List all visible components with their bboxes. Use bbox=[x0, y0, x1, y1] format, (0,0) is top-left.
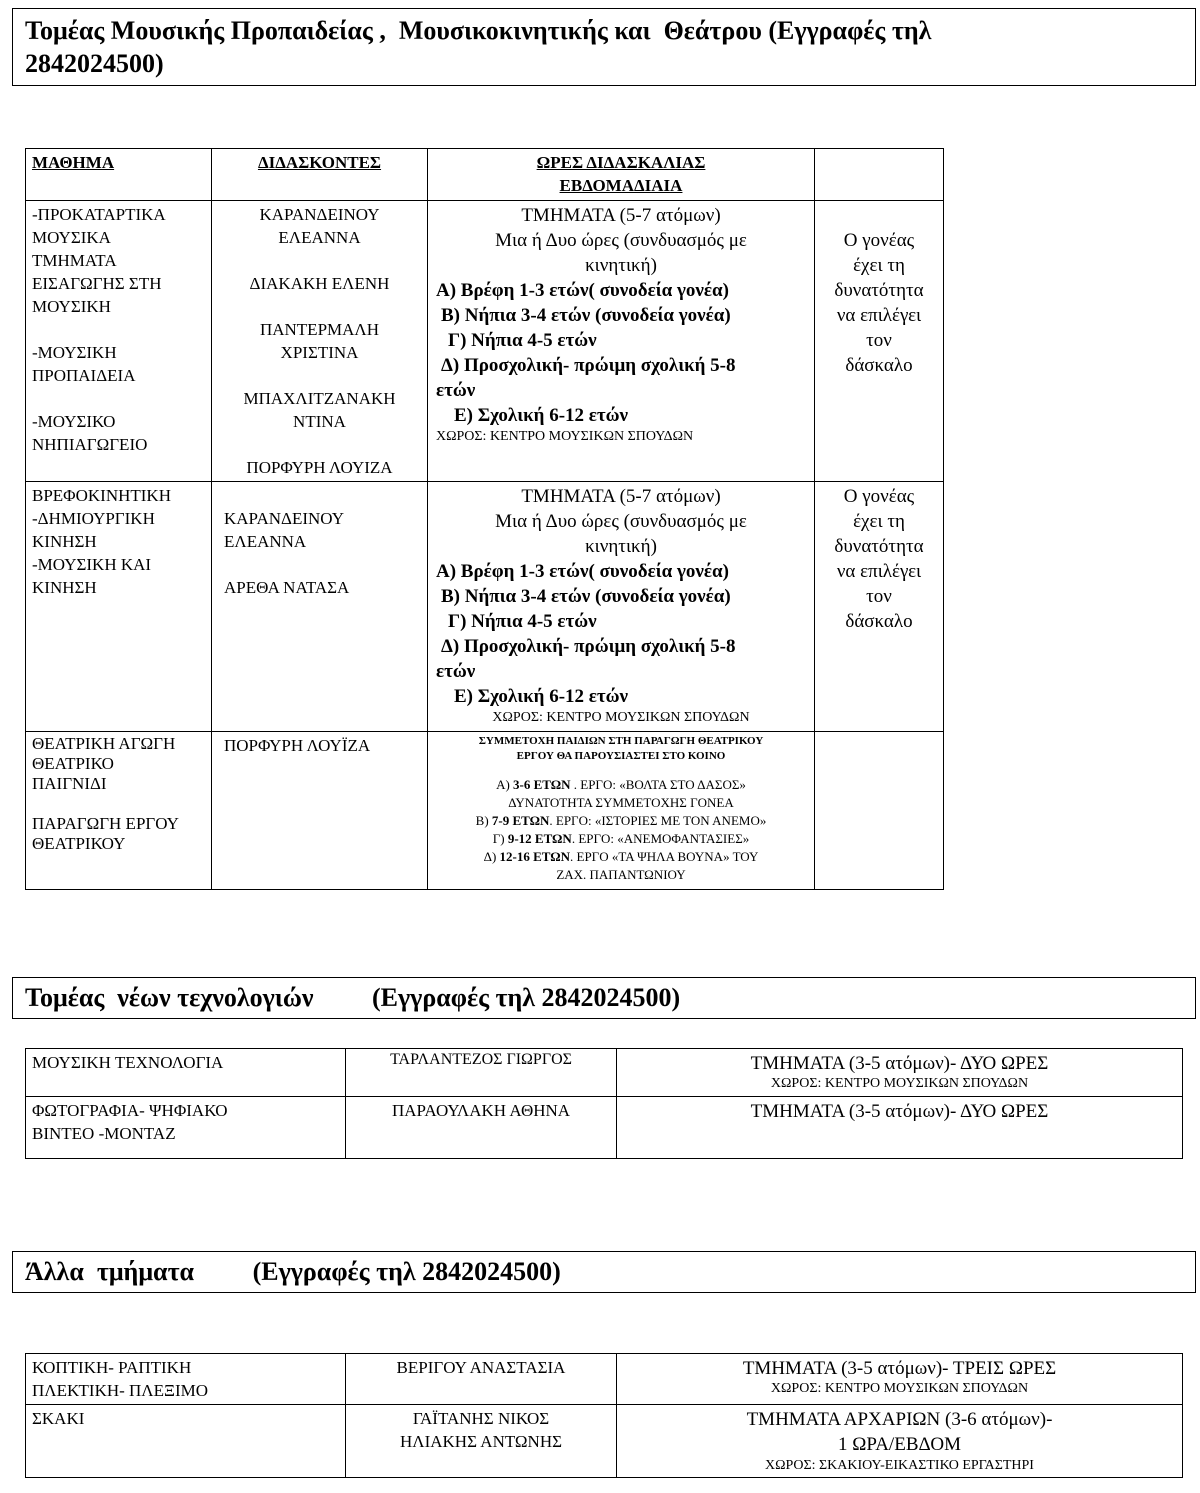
lesson-line: ΠΛΕΚΤΙΚΗ- ΠΛΕΞΙΜΟ bbox=[32, 1381, 209, 1400]
teacher-line: ΠΟΡΦΥΡΗ ΛΟΥΙΖΑ bbox=[246, 458, 393, 477]
lesson-line: ΜΟΥΣΙΚΑ bbox=[32, 228, 111, 247]
hours-line: 1 ΩΡΑ/ΕΒΔΟΜ bbox=[838, 1434, 961, 1455]
lesson-line: ΘΕΑΤΡΙΚΗ ΑΓΩΓΗ bbox=[32, 734, 176, 753]
note-line: Ο γονέας bbox=[843, 230, 915, 251]
lesson-line: ΘΕΑΤΡΙΚΟ bbox=[32, 754, 114, 773]
teacher-line: ΗΛΙΑΚΗΣ ΑΝΤΩΝΗΣ bbox=[399, 1432, 562, 1451]
teacher-line: ΓΑΪΤΑΝΗΣ ΝΙΚΟΣ bbox=[412, 1409, 550, 1428]
group-line: Β) Νήπια 3-4 ετών (συνοδεία γονέα) bbox=[441, 305, 731, 326]
note-line: τον bbox=[866, 330, 892, 351]
play-item: ΔΥΝΑΤΟΤΗΤΑ ΣΥΜΜΕΤΟΧΗΣ ΓΟΝΕΑ bbox=[508, 795, 734, 810]
hours-line: ΤΜΗΜΑΤΑ ΑΡΧΑΡΙΩΝ (3-6 ατόμων)- bbox=[746, 1409, 1053, 1430]
group-line: Α) Βρέφη 1-3 ετών( συνοδεία γονέα) bbox=[436, 561, 729, 582]
header-lesson: ΜΑΘΗΜΑ bbox=[26, 149, 212, 201]
teacher-line: ΚΑΡΑΝΔΕΙΝΟΥ bbox=[259, 205, 380, 224]
group-line: Β) Νήπια 3-4 ετών (συνοδεία γονέα) bbox=[441, 586, 731, 607]
note-line: τον bbox=[866, 586, 892, 607]
teacher-line: ΧΡΙΣΤΙΝΑ bbox=[280, 343, 359, 362]
teacher-line: ΔΙΑΚΑΚΗ ΕΛΕΝΗ bbox=[249, 274, 390, 293]
note-line: έχει τη bbox=[853, 255, 905, 276]
music-table bbox=[25, 148, 944, 890]
lesson-line: ΠΡΟΠΑΙΔΕΙΑ bbox=[32, 366, 136, 385]
table-header-row bbox=[26, 149, 944, 201]
table-row bbox=[26, 1405, 1183, 1478]
lesson-cell bbox=[26, 1405, 346, 1478]
table-row bbox=[26, 482, 944, 732]
teacher-line: ΝΤΙΝΑ bbox=[293, 412, 346, 431]
lesson-line: -ΜΟΥΣΙΚΗ bbox=[32, 343, 117, 362]
music-title-line1: Τομέας Μουσικής Προπαιδείας , Μουσικοκινητικής και Θεάτρου (Εγγραφές τηλ bbox=[25, 16, 932, 45]
note-line: να επιλέγει bbox=[836, 561, 922, 582]
teacher-line: ΚΑΡΑΝΔΕΙΝΟΥ bbox=[224, 509, 344, 528]
lesson-cell bbox=[26, 1354, 346, 1405]
note-line: δάσκαλο bbox=[845, 611, 913, 632]
note-line: να επιλέγει bbox=[836, 305, 922, 326]
lesson-line: ΚΙΝΗΣΗ bbox=[32, 532, 97, 551]
teachers-cell bbox=[212, 732, 428, 890]
play-item: Β) 7-9 ΕΤΩΝ. ΕΡΓΟ: «ΙΣΤΟΡΙΕΣ ΜΕ ΤΟΝ ΑΝΕΜΟ» bbox=[475, 813, 767, 828]
note-line: δυνατότητα bbox=[834, 280, 924, 301]
group-line: Ε) Σχολική 6-12 ετών bbox=[454, 686, 629, 707]
table-row bbox=[26, 1354, 1183, 1405]
hours-sub: Μια ή Δυο ώρες (συνδυασμός με bbox=[495, 511, 747, 532]
teacher-line: ΕΛΕΑΝΝΑ bbox=[278, 228, 361, 247]
hours-cell bbox=[617, 1049, 1183, 1097]
hours-cell bbox=[617, 1354, 1183, 1405]
other-title-text: Άλλα τμήματα (Εγγραφές τηλ 2842024500) bbox=[25, 1257, 561, 1286]
hours-cell bbox=[428, 732, 815, 890]
teacher-cell bbox=[346, 1049, 617, 1097]
other-section-title bbox=[12, 1251, 1196, 1293]
note-line: έχει τη bbox=[853, 511, 905, 532]
lesson-cell bbox=[26, 1049, 346, 1097]
teacher-line: ΠΟΡΦΥΡΗ ΛΟΥΪΖΑ bbox=[224, 736, 371, 755]
play-item: Γ) 9-12 ΕΤΩΝ. ΕΡΓΟ: «ΑΝΕΜΟΦΑΝΤΑΣΙΕΣ» bbox=[492, 831, 750, 846]
play-item: Α) 3-6 ΕΤΩΝ . ΕΡΓΟ: «ΒΟΛΤΑ ΣΤΟ ΔΑΣΟΣ» bbox=[496, 777, 746, 792]
table-row bbox=[26, 1097, 1183, 1159]
lesson-line: ΜΟΥΣΙΚΗ bbox=[32, 297, 111, 316]
teacher-line: ΠΑΝΤΕΡΜΑΛΗ bbox=[259, 320, 380, 339]
place-text: ΧΩΡΟΣ: ΚΕΝΤΡΟ ΜΟΥΣΙΚΩΝ ΣΠΟΥΔΩΝ bbox=[436, 429, 694, 444]
group-line: ετών bbox=[436, 661, 476, 682]
hours-cell bbox=[617, 1405, 1183, 1478]
lesson-line: -ΔΗΜΙΟΥΡΓΙΚΗ bbox=[32, 509, 155, 528]
music-section-title bbox=[12, 8, 1196, 86]
lesson-line: ΦΩΤΟΓΡΑΦΙΑ- ΨΗΦΙΑΚΟ bbox=[32, 1101, 228, 1120]
place-text: ΧΩΡΟΣ: ΚΕΝΤΡΟ ΜΟΥΣΙΚΩΝ ΣΠΟΥΔΩΝ bbox=[770, 1076, 1029, 1091]
teachers-cell bbox=[212, 201, 428, 482]
lesson-line: ΘΕΑΤΡΙΚΟΥ bbox=[32, 834, 126, 853]
table-row bbox=[26, 732, 944, 890]
note-cell bbox=[815, 732, 944, 890]
lesson-cell bbox=[26, 201, 212, 482]
lesson-line: ΝΗΠΙΑΓΩΓΕΙΟ bbox=[32, 435, 148, 454]
tech-section-title bbox=[12, 977, 1196, 1019]
group-line: Ε) Σχολική 6-12 ετών bbox=[454, 405, 629, 426]
lesson-cell bbox=[26, 1097, 346, 1159]
teacher-line: ΒΕΡΙΓΟΥ ΑΝΑΣΤΑΣΙΑ bbox=[396, 1358, 566, 1377]
lesson-line: ΠΑΙΓΝΙΔΙ bbox=[32, 774, 107, 793]
lesson-line: ΒΡΕΦΟΚΙΝΗΤΙΚΗ bbox=[32, 486, 171, 505]
play-item: Δ) 12-16 ΕΤΩΝ. ΕΡΓΟ «ΤΑ ΨΗΛΑ ΒΟΥΝΑ» ΤΟΥ bbox=[483, 849, 759, 864]
tech-table bbox=[25, 1048, 1183, 1159]
teachers-cell bbox=[212, 482, 428, 732]
header-teachers: ΔΙΔΑΣΚΟΝΤΕΣ bbox=[212, 149, 428, 201]
lesson-line: ΚΟΠΤΙΚΗ- ΡΑΠΤΙΚΗ bbox=[32, 1358, 192, 1377]
note-line: Ο γονέας bbox=[843, 486, 915, 507]
teacher-line: ΤΑΡΛΑΝΤΕΖΟΣ ΓΙΩΡΓΟΣ bbox=[390, 1051, 572, 1068]
teacher-line: ΜΠΑΧΛΙΤΖΑΝΑΚΗ bbox=[243, 389, 396, 408]
lesson-line: ΠΑΡΑΓΩΓΗ ΕΡΓΟΥ bbox=[32, 814, 179, 833]
play-item: ΖΑΧ. ΠΑΠΑΝΤΩΝΙΟΥ bbox=[556, 867, 686, 882]
header-hours-line1: ΩΡΕΣ ΔΙΔΑΣΚΑΛΙΑΣ bbox=[536, 153, 706, 172]
teacher-cell bbox=[346, 1354, 617, 1405]
hours-line: ΤΜΗΜΑΤΑ (3-5 ατόμων)- ΤΡΕΙΣ ΩΡΕΣ bbox=[742, 1358, 1057, 1379]
place-text: ΧΩΡΟΣ: ΚΕΝΤΡΟ ΜΟΥΣΙΚΩΝ ΣΠΟΥΔΩΝ bbox=[770, 1381, 1029, 1396]
place-text: ΧΩΡΟΣ: ΚΕΝΤΡΟ ΜΟΥΣΙΚΩΝ ΣΠΟΥΔΩΝ bbox=[492, 710, 750, 725]
lesson-line: ΕΙΣΑΓΩΓΗΣ ΣΤΗ bbox=[32, 274, 162, 293]
hours-line: ΤΜΗΜΑΤΑ (3-5 ατόμων)- ΔΥΟ ΩΡΕΣ bbox=[750, 1101, 1049, 1122]
header-hours-line2: ΕΒΔΟΜΑΔΙΑΙΑ bbox=[559, 176, 683, 195]
note-cell bbox=[815, 482, 944, 732]
teacher-cell bbox=[346, 1405, 617, 1478]
group-line: Δ) Προσχολική- πρώιμη σχολική 5-8 bbox=[441, 355, 736, 376]
lesson-line: ΜΟΥΣΙΚΗ ΤΕΧΝΟΛΟΓΙΑ bbox=[32, 1053, 224, 1072]
hours-title: ΤΜΗΜΑΤΑ (5-7 ατόμων) bbox=[521, 205, 721, 226]
table-row bbox=[26, 201, 944, 482]
note-line: δάσκαλο bbox=[845, 355, 913, 376]
header-hours bbox=[428, 149, 815, 201]
place-text: ΧΩΡΟΣ: ΣΚΑΚΙΟΥ-ΕΙΚΑΣΤΙΚΟ ΕΡΓΑΣΤΗΡΙ bbox=[765, 1458, 1034, 1473]
music-title-line2: 2842024500) bbox=[25, 48, 164, 78]
lesson-line: ΚΙΝΗΣΗ bbox=[32, 578, 97, 597]
hours-title: ΤΜΗΜΑΤΑ (5-7 ατόμων) bbox=[521, 486, 721, 507]
lesson-line: ΤΜΗΜΑΤΑ bbox=[32, 251, 117, 270]
group-line: Γ) Νήπια 4-5 ετών bbox=[448, 611, 597, 632]
lesson-cell bbox=[26, 482, 212, 732]
intro-line: ΣΥΜΜΕΤΟΧΗ ΠΑΙΔΙΩΝ ΣΤΗ ΠΑΡΑΓΩΓΗ ΘΕΑΤΡΙΚΟΥ bbox=[478, 735, 764, 747]
hours-cell bbox=[617, 1097, 1183, 1159]
note-cell bbox=[815, 201, 944, 482]
intro-line: ΕΡΓΟΥ ΘΑ ΠΑΡΟΥΣΙΑΣΤΕΙ ΣΤΟ ΚΟΙΝΟ bbox=[516, 750, 726, 762]
teacher-line: ΑΡΕΘΑ ΝΑΤΑΣΑ bbox=[224, 578, 350, 597]
hours-sub: Μια ή Δυο ώρες (συνδυασμός με bbox=[495, 230, 747, 251]
lesson-cell bbox=[26, 732, 212, 890]
teacher-line: ΕΛΕΑΝΝΑ bbox=[224, 532, 307, 551]
other-table bbox=[25, 1353, 1183, 1478]
note-line: δυνατότητα bbox=[834, 536, 924, 557]
hours-cell bbox=[428, 482, 815, 732]
lesson-line: ΒΙΝΤΕΟ -ΜΟΝΤΑΖ bbox=[32, 1124, 176, 1143]
lesson-line: -ΜΟΥΣΙΚΟ bbox=[32, 412, 116, 431]
teacher-cell bbox=[346, 1097, 617, 1159]
table-row bbox=[26, 1049, 1183, 1097]
tech-title-text: Τομέας νέων τεχνολογιών (Εγγραφές τηλ 2842024500) bbox=[25, 983, 681, 1012]
hours-line: ΤΜΗΜΑΤΑ (3-5 ατόμων)- ΔΥΟ ΩΡΕΣ bbox=[750, 1053, 1049, 1074]
hours-cell bbox=[428, 201, 815, 482]
group-line: Δ) Προσχολική- πρώιμη σχολική 5-8 bbox=[441, 636, 736, 657]
hours-sub: κινητική) bbox=[585, 536, 657, 557]
header-empty bbox=[815, 149, 944, 201]
group-line: Γ) Νήπια 4-5 ετών bbox=[448, 330, 597, 351]
lesson-line: -ΜΟΥΣΙΚΗ ΚΑΙ bbox=[32, 555, 152, 574]
lesson-line: ΣΚΑΚΙ bbox=[32, 1409, 85, 1428]
group-line: Α) Βρέφη 1-3 ετών( συνοδεία γονέα) bbox=[436, 280, 729, 301]
group-line: ετών bbox=[436, 380, 476, 401]
lesson-line: -ΠΡΟΚΑΤΑΡΤΙΚΑ bbox=[32, 205, 166, 224]
hours-sub: κινητική) bbox=[585, 255, 657, 276]
teacher-line: ΠΑΡΑΟΥΛΑΚΗ ΑΘΗΝΑ bbox=[391, 1101, 571, 1120]
